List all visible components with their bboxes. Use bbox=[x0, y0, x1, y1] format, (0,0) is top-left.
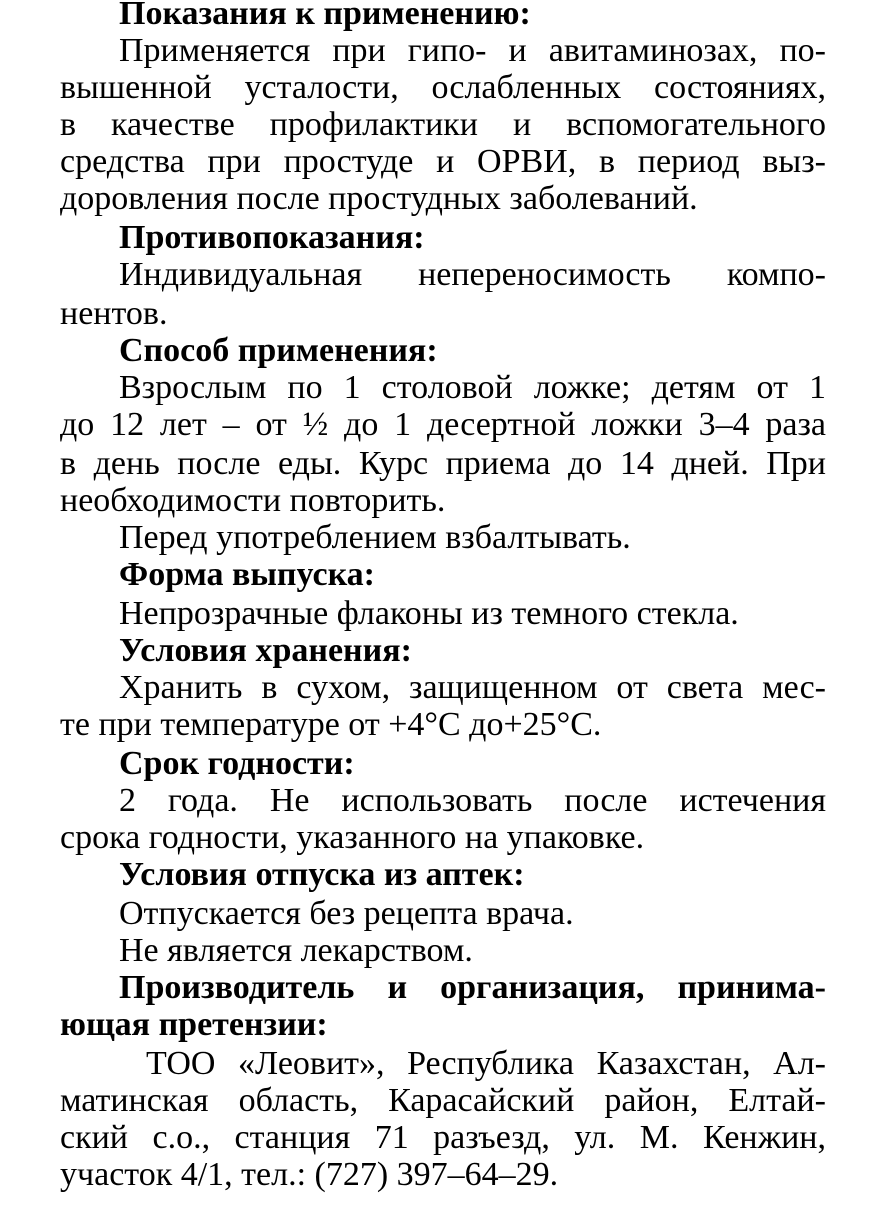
heading-indications: Показания к применению: bbox=[119, 0, 531, 32]
heading-manufacturer-cont: ющая претензии: bbox=[60, 1006, 328, 1043]
text-line: матинская область, Карасайский район, Елтай- bbox=[60, 1082, 826, 1119]
heading-contraindications: Противопоказания: bbox=[119, 219, 425, 256]
text-line: Перед употреблением взбалтывать. bbox=[119, 519, 631, 556]
heading-manufacturer: Производитель и организация, принима- bbox=[119, 969, 826, 1006]
text-line: Индивидуальная непереносимость компо- bbox=[119, 256, 826, 293]
text-line: Взрослым по 1 столовой ложке; детям от 1 bbox=[119, 369, 826, 406]
text-line: те при температуре от +4°С до+25°С. bbox=[60, 706, 602, 743]
heading-release-form: Форма выпуска: bbox=[119, 556, 375, 593]
text-line: ский с.о., станция 71 разъезд, ул. М. Кенжин, bbox=[60, 1119, 826, 1156]
text-line: Хранить в сухом, защищенном от света мес- bbox=[119, 669, 826, 706]
text-line: нентов. bbox=[60, 295, 168, 332]
text-line: срока годности, указанного на упаковке. bbox=[60, 819, 645, 856]
text-line: средства при простуде и ОРВИ, в период выз- bbox=[60, 143, 826, 180]
heading-usage: Способ применения: bbox=[119, 332, 438, 369]
text-line: участок 4/1, тел.: (727) 397–64–29. bbox=[60, 1156, 559, 1193]
text-line: Отпускается без рецепта врача. bbox=[119, 895, 574, 932]
text-line: в день после еды. Курс приема до 14 дней. При bbox=[60, 445, 826, 482]
text-line: Применяется при гипо- и авитаминозах, по- bbox=[119, 32, 826, 69]
text-line: доровления после простудных заболеваний. bbox=[60, 180, 698, 217]
heading-dispensing: Условия отпуска из аптек: bbox=[119, 856, 525, 893]
text-line: в качестве профилактики и вспомогательного bbox=[60, 106, 826, 143]
text-line: Непрозрачные флаконы из темного стекла. bbox=[119, 595, 739, 632]
text-line: необходимости повторить. bbox=[60, 482, 446, 519]
text-line: до 12 лет – от ½ до 1 десертной ложки 3–4 раза bbox=[60, 406, 826, 443]
text-line: Не является лекарством. bbox=[119, 932, 473, 969]
text-line: 2 года. Не использовать после истечения bbox=[119, 782, 826, 819]
heading-shelf-life: Срок годности: bbox=[119, 745, 355, 782]
heading-storage: Условия хранения: bbox=[119, 632, 412, 669]
text-line: ТОО «Леовит», Республика Казахстан, Ал- bbox=[146, 1045, 826, 1082]
text-line: вышенной усталости, ослабленных состояниях, bbox=[60, 69, 826, 106]
